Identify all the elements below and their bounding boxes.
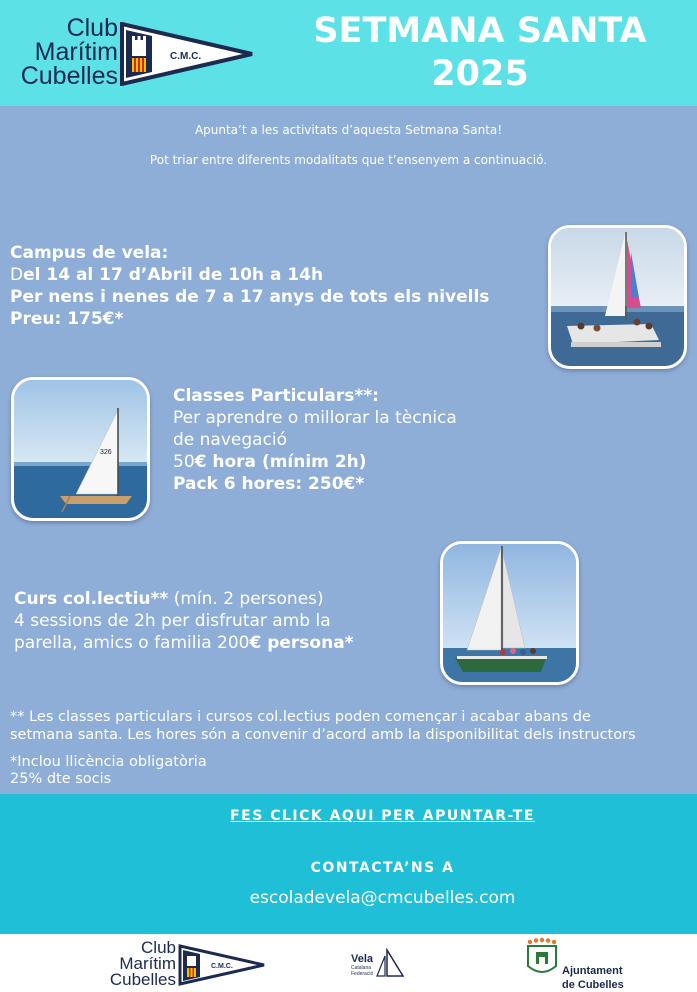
private-price-bold: € hora (mínim 2h) [194,452,367,472]
private-price [173,451,553,473]
page-title [270,10,690,96]
campus-heading: Campus de vela: [10,243,169,263]
footer-club-line3: Cubelles [109,970,176,989]
group-line1: 4 sessions de 2h per disfrutar amb la [14,611,331,631]
group-line2 [14,632,424,654]
town-line1: Ajuntament [562,965,623,977]
private-classes-photo [11,377,150,521]
sail-number: 326 [100,449,112,456]
footer-club-pennant-logo [178,944,266,986]
private-heading: Classes Particulars**: [173,386,379,406]
private-line2: de navegació [173,430,288,450]
private-line1: Per aprendre o millorar la tècnica [173,408,457,428]
main-section [0,106,697,794]
footer-club-line2: Marítim [119,954,176,973]
fcv-sub2: Federació [351,971,374,977]
private-pack: Pack 6 hores: 250€* [173,474,365,494]
fcv-sub1: Catalana [351,965,372,971]
group-heading: Curs col.lectiu** [14,589,169,609]
private-price-prefix: 50 [173,452,195,472]
town-hall-logo [522,936,634,992]
club-logo-text [18,16,118,88]
intro-line1: Apunta’t a les activitats d’aquesta Setmana Santa! [194,123,503,137]
fcv-name: Vela [351,953,374,965]
title-line1: SETMANA SANTA [313,11,647,51]
notes-line2: setmana santa. Les hores són a convenir d’acord amb la disponibilitat dels instructors [10,727,636,743]
club-pennant-logo [120,22,255,86]
notes-block [10,708,695,744]
campus-price: Preu: 175€* [10,309,124,329]
notes-line1: ** Les classes particulars i cursos col.lectius poden començar i acabar abans de [10,709,591,725]
footer-club-line1: Club [141,938,176,957]
campus-dates [10,264,550,286]
dinghy-image [14,380,147,518]
footer-logos [0,934,697,992]
contact-label: CONTACTA’NS A [310,860,455,876]
group-heading-note: (mín. 2 persones) [168,589,324,609]
pennant-text: C.M.C. [170,51,202,62]
notes-line4: 25% dte socis [10,771,112,787]
footer-pennant-text: C.M.C. [211,963,233,970]
group-course-photo [440,541,579,685]
campus-block [10,242,550,330]
title-line2: 2025 [431,54,529,94]
cta-section [0,794,697,934]
group-line2-prefix: parella, amics o familia 200 [14,633,250,653]
campus-dates-rest: el 14 al 17 d’Abril de 10h a 14h [23,265,324,285]
license-notes [10,754,410,788]
catamaran-image [551,228,684,366]
club-name-line1: Club [66,14,118,42]
intro-line2: Pot triar entre diferents modalitats que t’ensenyem a continuació. [149,153,548,167]
campus-photo [548,225,687,369]
private-classes-block [173,385,553,495]
footer-club-logo-text [100,940,176,988]
sailboat-image [443,544,576,682]
signup-link[interactable]: FES CLICK AQUI PER APUNTAR-TE [230,808,535,824]
campus-ages: Per nens i nenes de 7 a 17 anys de tots els nivells [10,287,490,307]
group-course-block [14,588,424,654]
club-name-line3: Cubelles [20,62,118,90]
club-name-line2: Marítim [34,38,118,66]
campus-dates-prefix: D [10,265,24,285]
contact-email[interactable]: escoladevela@cmcubelles.com [249,888,516,908]
header [0,0,697,106]
group-line2-bold: € persona* [249,633,354,653]
federation-logo [349,948,407,982]
town-line2: de Cubelles [562,979,624,991]
notes-line3: *Inclou llicència obligatòria [10,754,207,770]
